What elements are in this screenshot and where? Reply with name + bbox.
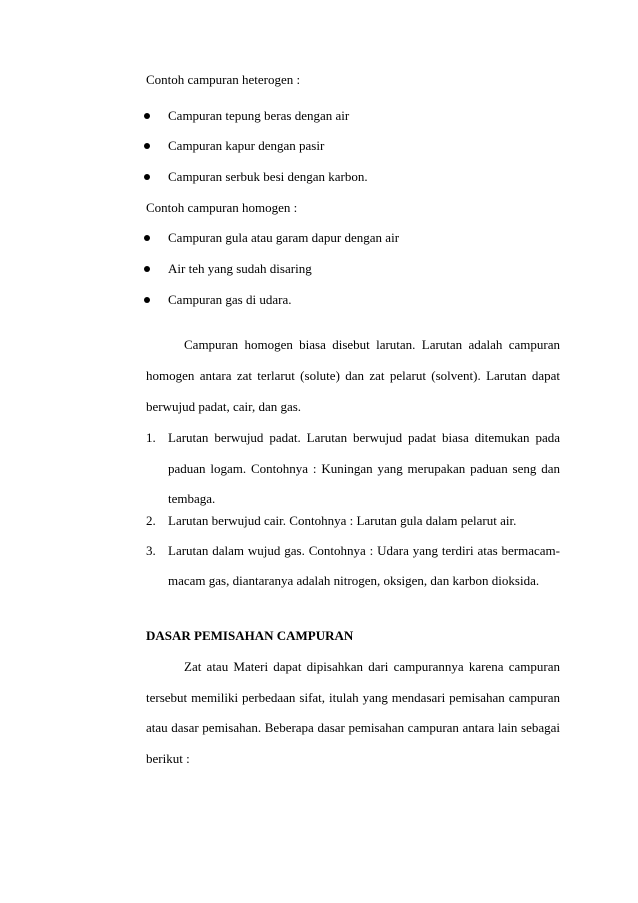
list-item-line: paduan logam. Contohnya : Kuningan yang merupakan paduan seng dan	[168, 461, 560, 476]
homo-item: Campuran gas di udara.	[168, 292, 292, 307]
bullet-dot-icon	[144, 174, 150, 180]
homo-title: Contoh campuran homogen :	[146, 200, 298, 215]
bullet-dot-icon	[144, 235, 150, 241]
paragraph-line: Campuran homogen biasa disebut larutan. Larutan adalah campuran	[184, 337, 560, 352]
list-item-line: tembaga.	[168, 491, 216, 506]
section-heading: DASAR PEMISAHAN CAMPURAN	[146, 628, 354, 643]
paragraph-line: berikut :	[146, 751, 190, 766]
hetero-item: Campuran kapur dengan pasir	[168, 138, 325, 153]
paragraph-line: homogen antara zat terlarut (solute) dan zat pelarut (solvent). Larutan dapat	[146, 368, 560, 383]
bullet-dot-icon	[144, 266, 150, 272]
homo-item: Campuran gula atau garam dapur dengan air	[168, 230, 400, 245]
list-item-line: macam gas, diantaranya adalah nitrogen, oksigen, dan karbon dioksida.	[168, 573, 540, 588]
paragraph-line: tersebut memiliki perbedaan sifat, itulah yang mendasari pemisahan campuran	[146, 690, 560, 705]
list-item-line: Larutan berwujud padat. Larutan berwujud padat biasa ditemukan pada	[168, 430, 560, 445]
paragraph-line: Zat atau Materi dapat dipisahkan dari campurannya karena campuran	[184, 659, 560, 674]
paragraph-line: berwujud padat, cair, dan gas.	[146, 399, 302, 414]
list-item-line: Larutan dalam wujud gas. Contohnya : Udara yang terdiri atas bermacam-	[168, 543, 560, 558]
bullet-dot-icon	[144, 113, 150, 119]
hetero-title: Contoh campuran heterogen :	[146, 72, 301, 87]
bullet-dot-icon	[144, 143, 150, 149]
bullet-dot-icon	[144, 297, 150, 303]
hetero-item: Campuran tepung beras dengan air	[168, 108, 350, 123]
list-number: 1.	[146, 430, 156, 445]
homo-item: Air teh yang sudah disaring	[168, 261, 312, 276]
list-number: 2.	[146, 513, 156, 528]
paragraph-line: atau dasar pemisahan. Beberapa dasar pemisahan campuran antara lain sebagai	[146, 720, 560, 735]
list-number: 3.	[146, 543, 156, 558]
hetero-item: Campuran serbuk besi dengan karbon.	[168, 169, 368, 184]
list-item-line: Larutan berwujud cair. Contohnya : Larutan gula dalam pelarut air.	[168, 513, 517, 528]
